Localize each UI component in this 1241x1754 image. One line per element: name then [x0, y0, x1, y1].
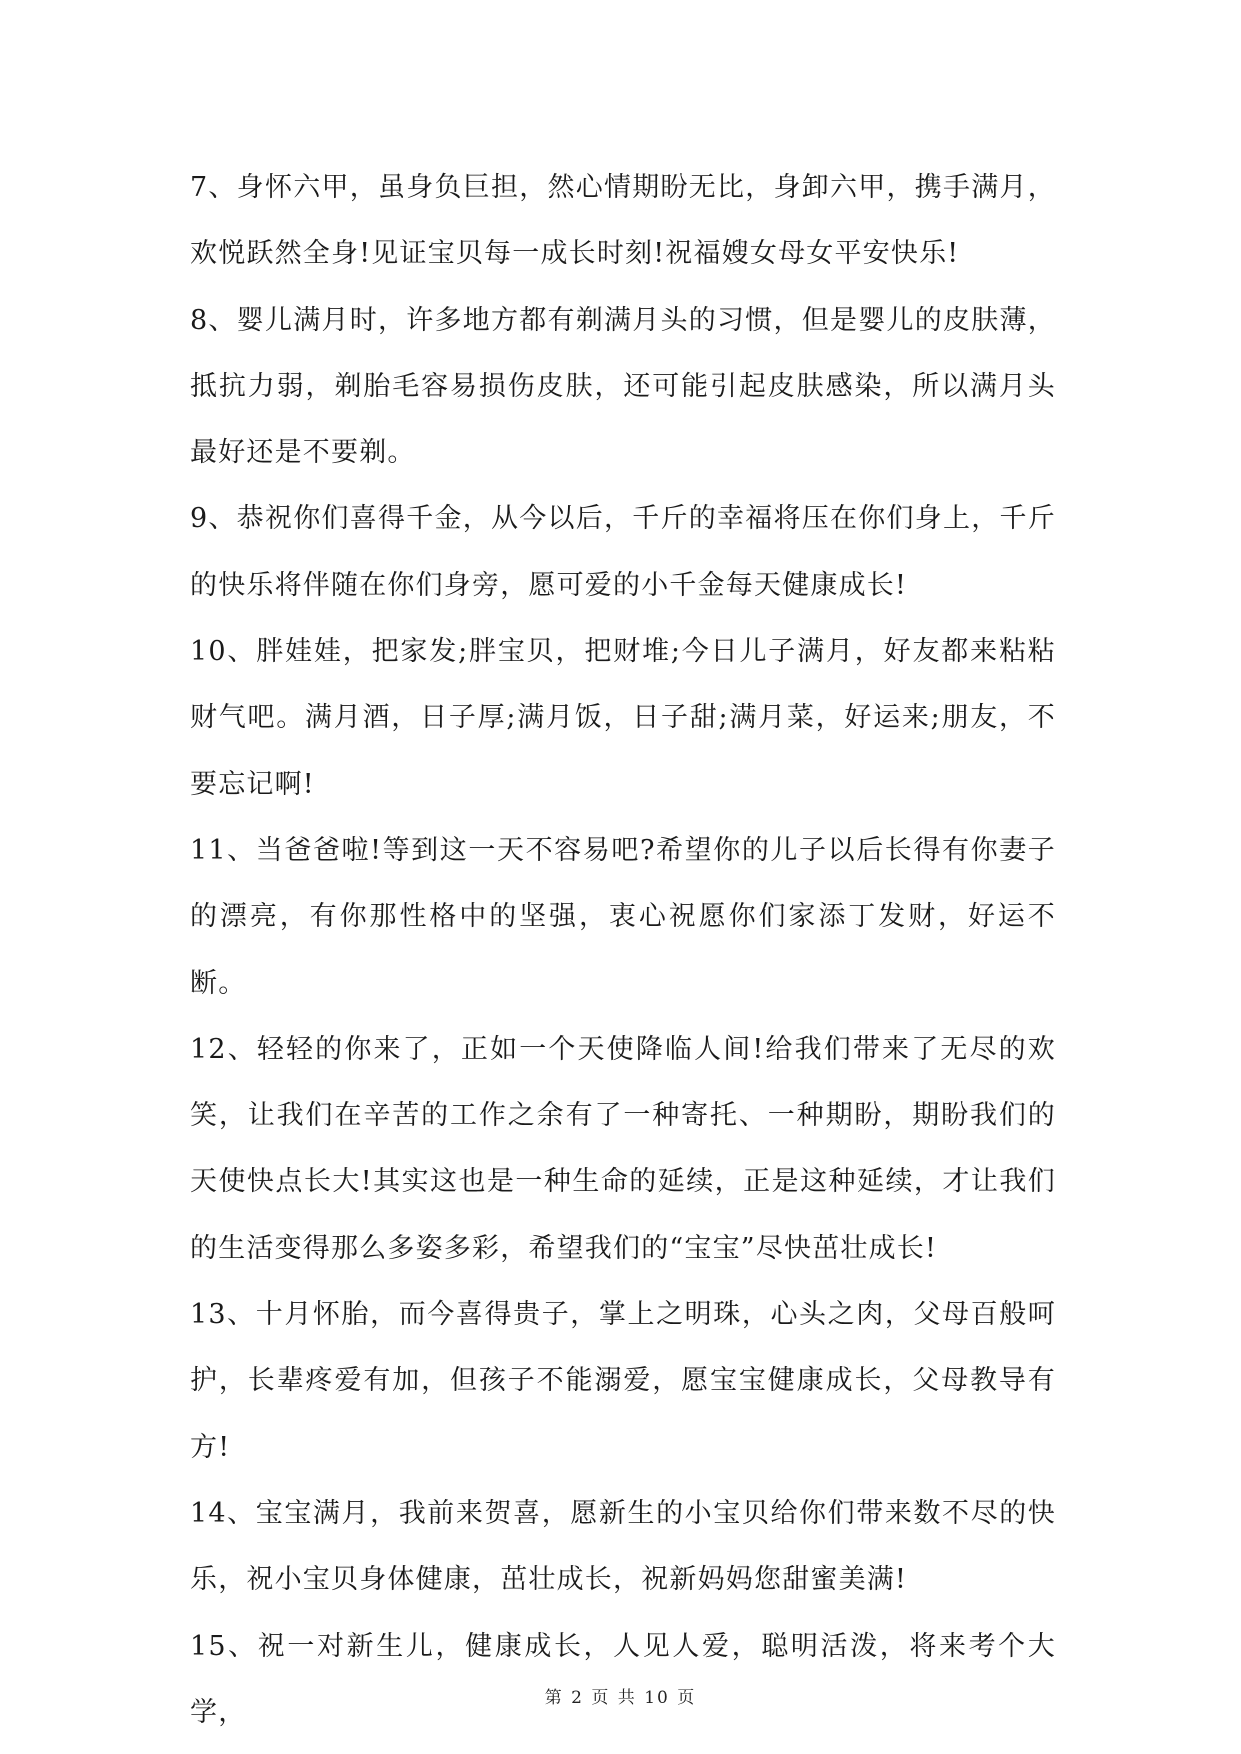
paragraph-9: 9、恭祝你们喜得千金，从今以后，千斤的幸福将压在你们身上，千斤的快乐将伴随在你们身旁，愿可爱的小千金每天健康成长! [190, 503, 1056, 601]
paragraph-14: 14、宝宝满月，我前来贺喜，愿新生的小宝贝给你们带来数不尽的快乐，祝小宝贝身体健康，茁壮成长，祝新妈妈您甜蜜美满! [190, 1497, 1056, 1596]
paragraph-11: 11、当爸爸啦!等到这一天不容易吧?希望你的儿子以后长得有你妻子的漂亮，有你那性格中的坚强，衷心祝愿你们家添丁发财，好运不断。 [190, 834, 1056, 999]
paragraph-8: 8、婴儿满月时，许多地方都有剃满月头的习惯，但是婴儿的皮肤薄，抵抗力弱，剃胎毛容易损伤皮肤，还可能引起皮肤感染，所以满月头最好还是不要剃。 [190, 304, 1056, 469]
page-number-footer: 第 2 页 共 10 页 [544, 1688, 697, 1708]
paragraph-7: 7、身怀六甲，虽身负巨担，然心情期盼无比，身卸六甲，携手满月，欢悦跃然全身!见证宝贝每一成长时刻!祝福嫂女母女平安快乐! [190, 172, 1056, 270]
document-body [190, 155, 1056, 1746]
paragraph-15: 15、祝一对新生儿，健康成长，人见人爱，聪明活泼，将来考个大学， [190, 1630, 1056, 1728]
paragraph-12: 12、轻轻的你来了，正如一个天使降临人间!给我们带来了无尽的欢笑，让我们在辛苦的工作之余有了一种寄托、一种期盼，期盼我们的天使快点长大!其实这也是一种生命的延续，正是这种延续，才让我们的生活变得那么多姿多彩，希望我们的“宝宝”尽快茁壮成长! [190, 1033, 1056, 1264]
paragraph-10: 10、胖娃娃，把家发;胖宝贝，把财堆;今日儿子满月，好友都来粘粘财气吧。满月酒，日子厚;满月饭，日子甜;满月菜，好运来;朋友，不要忘记啊! [190, 636, 1056, 800]
paragraph-13: 13、十月怀胎，而今喜得贵子，掌上之明珠，心头之肉，父母百般呵护，长辈疼爱有加，但孩子不能溺爱，愿宝宝健康成长，父母教导有方! [190, 1299, 1056, 1463]
